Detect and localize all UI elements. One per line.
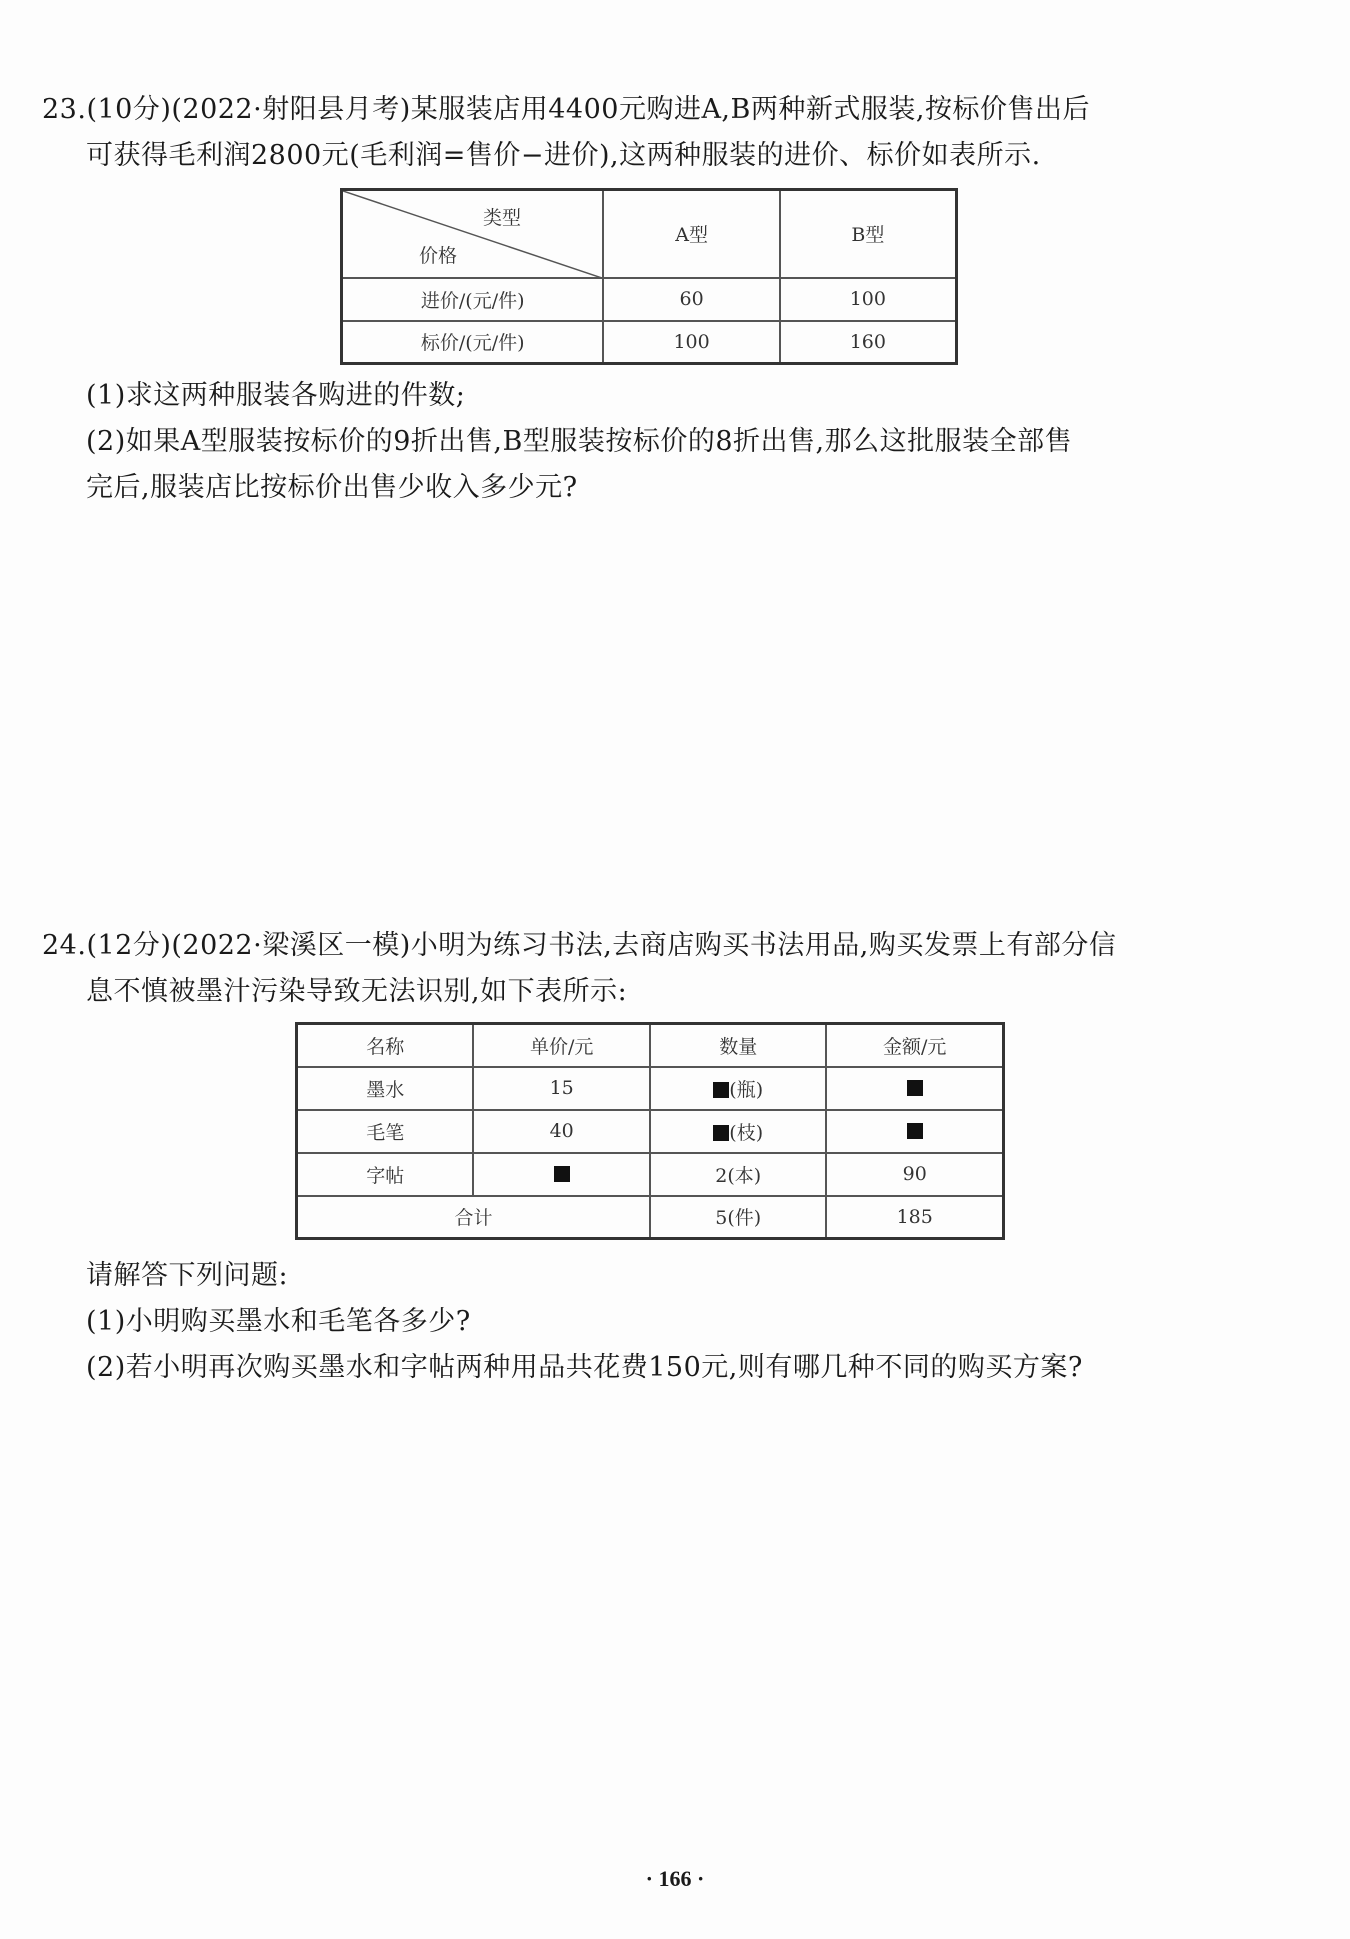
ink-blot	[713, 1082, 729, 1098]
q24-cell-amount	[826, 1110, 1003, 1153]
q24-qty-unit: (瓶)	[729, 1078, 764, 1101]
q24-cell-qty	[650, 1110, 827, 1153]
q23-line-2: 可获得毛利润2800元(毛利润=售价−进价),这两种服装的进价、标价如表所示.	[86, 140, 1041, 171]
table-row	[342, 278, 957, 321]
q24-header-name: 名称	[297, 1024, 474, 1067]
q24-line-2: 息不慎被墨汁污染导致无法识别,如下表所示:	[86, 976, 628, 1007]
q23-table-diagonal-header	[342, 190, 604, 278]
table-row	[297, 1067, 1004, 1110]
q23-header-b: B型	[780, 190, 957, 278]
q24-cell-name: 字帖	[297, 1153, 474, 1196]
diagonal-line	[343, 191, 605, 279]
q24-cell-qty	[650, 1067, 827, 1110]
q24-header-amount: 金额/元	[826, 1024, 1003, 1067]
ink-blot	[554, 1166, 570, 1182]
q24-prompt: 请解答下列问题:	[86, 1260, 289, 1291]
q23-sub-2-line-2: 完后,服装店比按标价出售少收入多少元?	[86, 472, 578, 503]
q23-cell-b: 100	[780, 278, 957, 321]
q23-header-price: 价格	[419, 245, 458, 267]
ink-blot	[907, 1123, 923, 1139]
ink-blot	[907, 1080, 923, 1096]
q24-total-amount: 185	[826, 1196, 1003, 1239]
table-row	[297, 1110, 1004, 1153]
ink-blot	[713, 1125, 729, 1141]
table-row	[297, 1024, 1004, 1067]
q24-cell-price: 15	[473, 1067, 649, 1110]
q23-header-a: A型	[603, 190, 779, 278]
q23-row-label: 标价/(元/件)	[342, 321, 604, 364]
q23-line-1: 23.(10分)(2022·射阳县月考)某服装店用4400元购进A,B两种新式服装,按标价售出后	[42, 94, 1090, 125]
q24-sub-1: (1)小明购买墨水和毛笔各多少?	[86, 1306, 471, 1337]
q24-invoice-table	[295, 1022, 1005, 1240]
q23-header-type: 类型	[483, 207, 522, 229]
q24-qty-unit: (枝)	[729, 1121, 764, 1144]
page-number: · 166 ·	[645, 1866, 705, 1891]
q24-sub-2: (2)若小明再次购买墨水和字帖两种用品共花费150元,则有哪几种不同的购买方案?	[86, 1352, 1083, 1383]
q24-cell-name: 毛笔	[297, 1110, 474, 1153]
q24-header-price: 单价/元	[473, 1024, 649, 1067]
q24-cell-qty: 2(本)	[650, 1153, 827, 1196]
q23-price-table	[340, 188, 958, 365]
q23-sub-1: (1)求这两种服装各购进的件数;	[86, 380, 466, 411]
q24-total-qty: 5(件)	[650, 1196, 827, 1239]
q24-total-label: 合计	[297, 1196, 650, 1239]
q23-row-label: 进价/(元/件)	[342, 278, 604, 321]
table-row	[297, 1196, 1004, 1239]
q24-line-1: 24.(12分)(2022·梁溪区一模)小明为练习书法,去商店购买书法用品,购买发票上有部分信	[42, 930, 1117, 961]
q24-header-qty: 数量	[650, 1024, 827, 1067]
q23-sub-2-line-1: (2)如果A型服装按标价的9折出售,B型服装按标价的8折出售,那么这批服装全部售	[86, 426, 1073, 457]
q24-cell-amount: 90	[826, 1153, 1003, 1196]
q24-cell-name: 墨水	[297, 1067, 474, 1110]
q24-cell-price	[473, 1153, 649, 1196]
table-row	[342, 321, 957, 364]
q23-cell-a: 60	[603, 278, 779, 321]
q23-cell-a: 100	[603, 321, 779, 364]
table-row	[297, 1153, 1004, 1196]
q24-cell-price: 40	[473, 1110, 649, 1153]
q24-cell-amount	[826, 1067, 1003, 1110]
q23-cell-b: 160	[780, 321, 957, 364]
